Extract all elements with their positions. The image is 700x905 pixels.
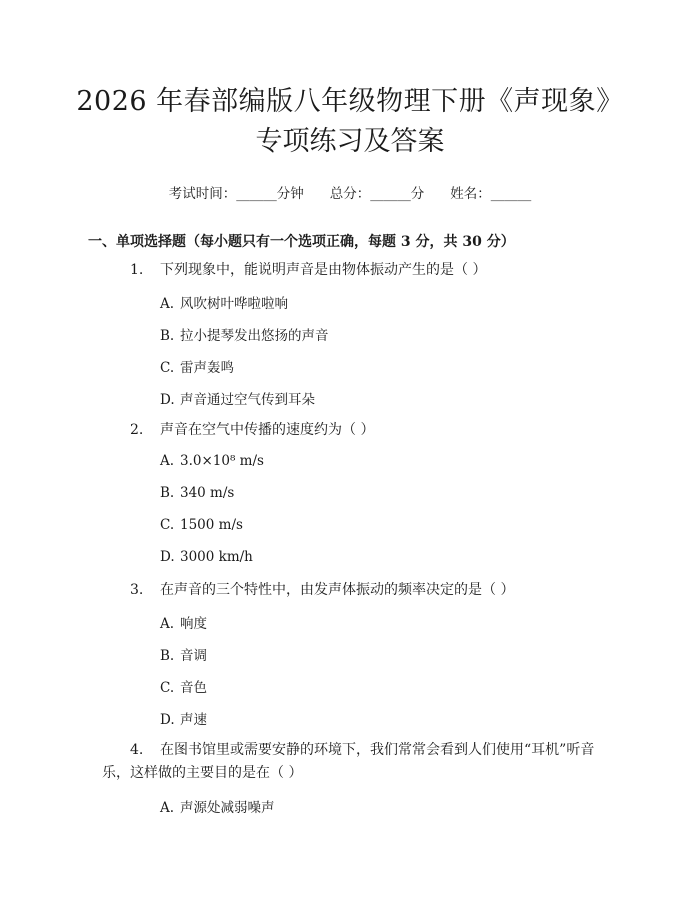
- exam-meta: [0, 182, 700, 202]
- option-2a: A. 3.0×10⁸ m/s: [160, 453, 264, 469]
- question-text: 声音在空气中传播的速度约为（ ）: [160, 422, 375, 438]
- name-field: 姓名：______: [450, 186, 532, 202]
- question-1: [130, 259, 486, 281]
- question-number: 2.: [130, 422, 144, 438]
- question-2: [130, 419, 374, 441]
- option-1d: D. 声音通过空气传到耳朵: [160, 392, 315, 408]
- option-1c: C. 雷声轰鸣: [160, 360, 234, 376]
- option-3c: C. 音色: [160, 680, 207, 696]
- question-number: 3.: [130, 582, 144, 598]
- option-3d: D. 声速: [160, 712, 207, 728]
- question-4: [130, 739, 600, 761]
- section-heading: 一、单项选择题（每小题只有一个选项正确，每题 3 分，共 30 分）: [88, 234, 515, 250]
- total-score-field: 总分：______分: [329, 186, 425, 202]
- question-text: 下列现象中，能说明声音是由物体振动产生的是（ ）: [160, 262, 487, 278]
- option-2b: B. 340 m/s: [160, 485, 235, 501]
- question-text: 在图书馆里或需要安静的环境下，我们常常会看到人们使用“耳机”听音: [160, 742, 595, 758]
- option-1b: B. 拉小提琴发出悠扬的声音: [160, 328, 329, 344]
- question-4-continued: 乐，这样做的主要目的是在（ ）: [102, 765, 303, 781]
- question-3: [130, 579, 514, 601]
- question-number: 1.: [130, 262, 144, 278]
- option-1a: A. 风吹树叶哗啦啦响: [160, 296, 288, 312]
- page-subtitle: 专项练习及答案: [255, 126, 445, 157]
- option-2d: D. 3000 km/h: [160, 549, 253, 565]
- exam-time-field: 考试时间：______分钟: [168, 186, 304, 202]
- question-text: 在声音的三个特性中，由发声体振动的频率决定的是（ ）: [160, 582, 515, 598]
- question-number: 4.: [130, 742, 144, 758]
- option-3b: B. 音调: [160, 648, 207, 664]
- page-title: 2026 年春部编版八年级物理下册《声现象》: [76, 86, 624, 117]
- option-4a: A. 声源处减弱噪声: [160, 800, 275, 816]
- option-3a: A. 响度: [160, 616, 207, 632]
- option-2c: C. 1500 m/s: [160, 517, 243, 533]
